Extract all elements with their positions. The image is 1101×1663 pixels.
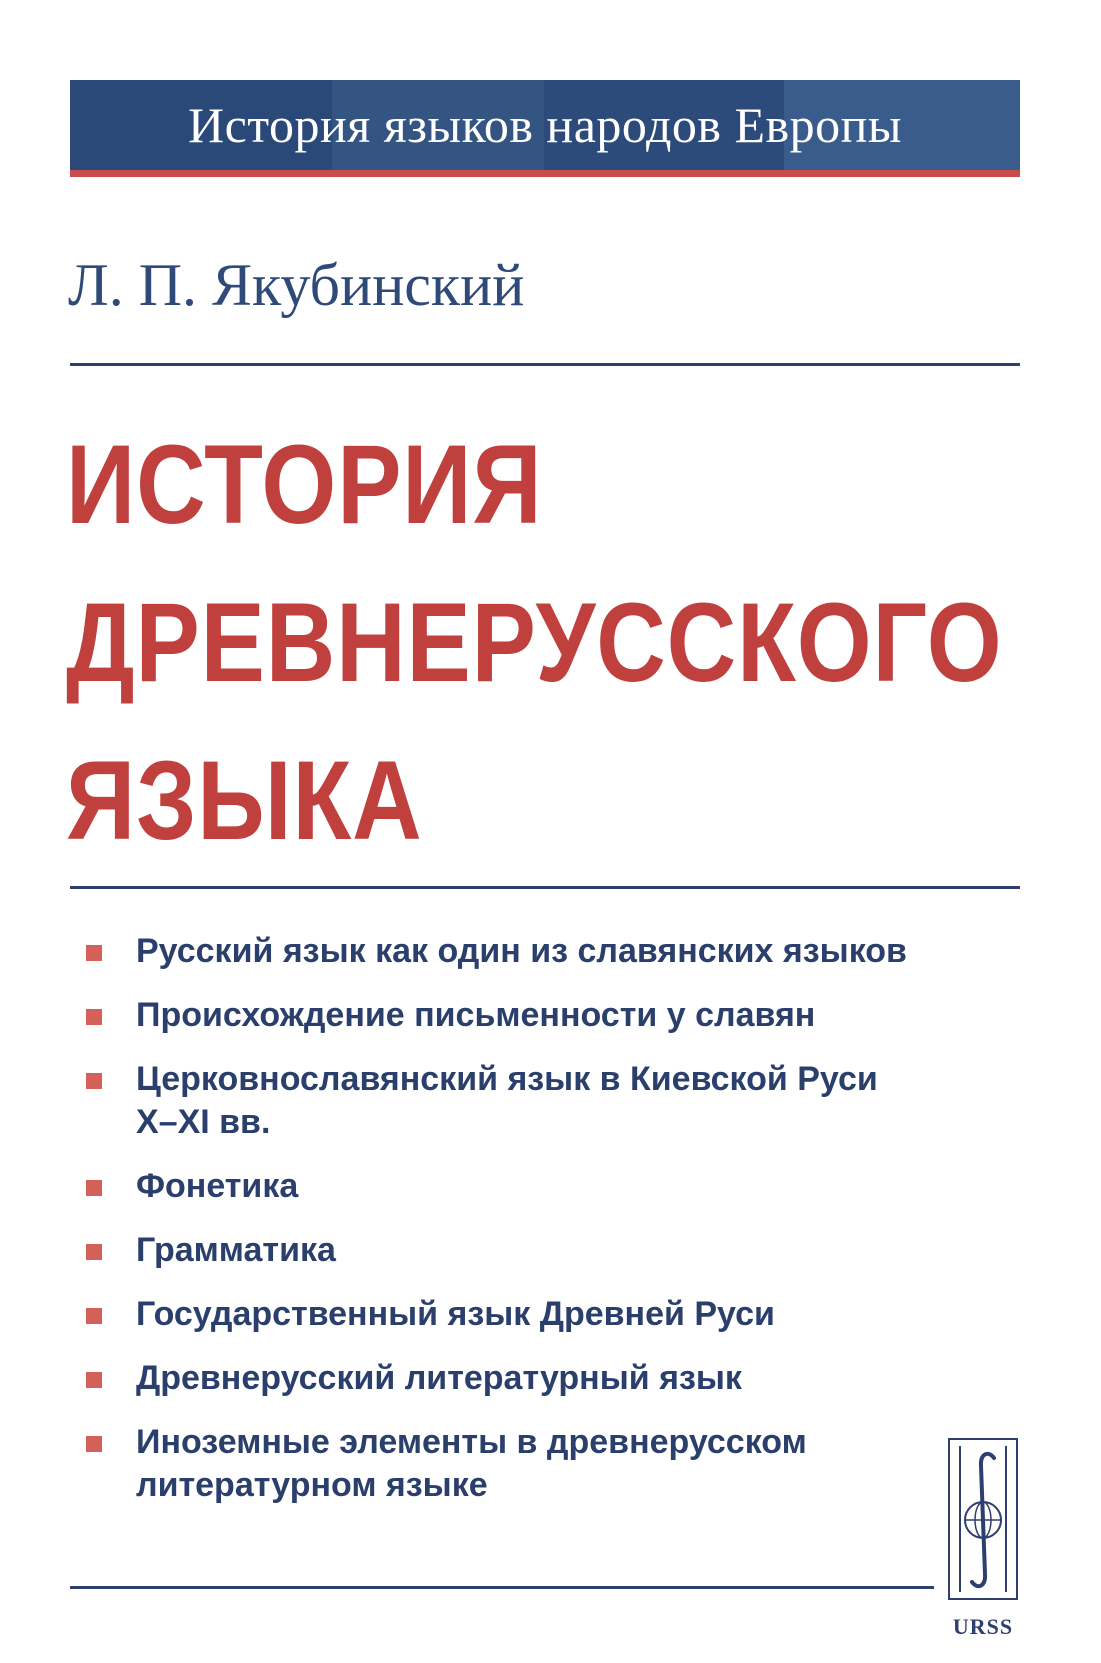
topic-text: Древнерусский литературный язык	[136, 1359, 742, 1397]
square-bullet-icon	[86, 1436, 102, 1452]
book-title-line: ИСТОРИЯ	[66, 422, 543, 547]
divider	[70, 1586, 934, 1589]
square-bullet-icon	[86, 1073, 102, 1089]
topic-item	[86, 1357, 1016, 1400]
topic-item	[86, 994, 1016, 1037]
square-bullet-icon	[86, 1244, 102, 1260]
topic-item	[86, 1058, 1016, 1144]
square-bullet-icon	[86, 1009, 102, 1025]
book-title-line: ЯЗЫКА	[66, 738, 423, 863]
publisher-logo-label: URSS	[952, 1614, 1014, 1639]
book-title-line: ДРЕВНЕРУССКОГО	[66, 580, 1003, 705]
integral-globe-icon	[948, 1438, 1018, 1600]
book-title	[66, 406, 1002, 880]
square-bullet-icon	[86, 1372, 102, 1388]
square-bullet-icon	[86, 945, 102, 961]
topic-text: Грамматика	[136, 1231, 336, 1269]
series-underline	[70, 170, 1020, 177]
topic-item	[86, 1293, 1016, 1336]
topic-item	[86, 1421, 1016, 1507]
topic-text: Русский язык как один из славянских языков	[136, 932, 907, 970]
topic-text: Церковнославянский язык в Киевской Руси X–XI вв.	[136, 1060, 878, 1141]
divider	[70, 363, 1020, 366]
topic-item	[86, 1165, 1016, 1208]
square-bullet-icon	[86, 1180, 102, 1196]
topic-text: Государственный язык Древней Руси	[136, 1295, 775, 1333]
topic-text: Фонетика	[136, 1167, 299, 1205]
topics-list	[86, 930, 1016, 1528]
square-bullet-icon	[86, 1308, 102, 1324]
topic-item	[86, 1229, 1016, 1272]
topic-item	[86, 930, 1016, 973]
series-title: История языков народов Европы	[187, 97, 902, 153]
topic-text: Иноземные элементы в древнерусском литературном языке	[136, 1423, 807, 1504]
topic-text: Происхождение письменности у славян	[136, 996, 816, 1034]
divider	[70, 886, 1020, 889]
author-name: Л. П. Якубинский	[68, 252, 525, 318]
